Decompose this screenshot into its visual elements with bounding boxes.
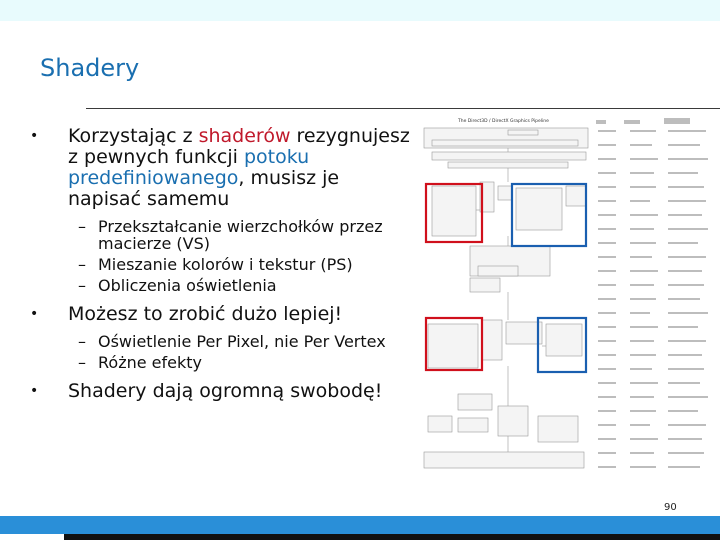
sub-bullet-1-2-text: Mieszanie kolorów i tekstur (PS) [98,255,353,274]
bullet-1 [28,126,412,210]
bullet-1-text-a: Korzystając z [68,125,199,147]
sub-bullet-dash: – [78,217,86,236]
bullet-dot: • [30,306,39,322]
sub-bullet-1-2 [28,256,412,273]
bullet-1-text-c: , musisz je napisać samemu [68,167,340,210]
sub-bullet-2-1 [28,333,412,350]
bullet-1-highlight-shaders: shaderów [198,125,291,147]
sub-bullet-1-1-text: Przekształcanie wierzchołków przez macierze (VS) [98,217,383,253]
slide-body [28,126,412,410]
pipeline-diagram [418,116,720,476]
slide-title: Shadery [40,54,140,82]
footer-bar [0,516,720,534]
sub-bullet-2-2 [28,354,412,371]
title-underline [86,108,720,109]
sub-bullet-2-1-text: Oświetlenie Per Pixel, nie Per Vertex [98,332,386,351]
bullet-1-highlight-pipeline: potoku predefiniowanego [68,146,310,189]
bullet-dot: • [30,383,39,399]
bullet-3 [28,381,412,402]
bullet-1-text-b: rezygnujesz z pewnych funkcji [68,125,410,168]
sub-bullet-dash: – [78,276,86,295]
bullet-2 [28,304,412,325]
bullet-3-text: Shadery dają ogromną swobodę! [68,380,383,402]
bullet-2-text: Możesz to zrobić dużo lepiej! [68,303,343,325]
diagram-title: The Direct3D / DirectX Graphics Pipeline [458,119,549,124]
sub-bullet-dash: – [78,353,86,372]
page-number: 90 [664,502,677,513]
sub-bullet-1-3 [28,277,412,294]
sub-bullet-dash: – [78,332,86,351]
sub-bullet-1-3-text: Obliczenia oświetlenia [98,276,277,295]
sub-bullet-2-2-text: Różne efekty [98,353,202,372]
sub-bullet-1-1 [28,218,412,252]
top-bar [0,0,720,21]
footer-strip [64,534,720,540]
sub-bullet-dash: – [78,255,86,274]
bullet-dot: • [30,128,39,144]
